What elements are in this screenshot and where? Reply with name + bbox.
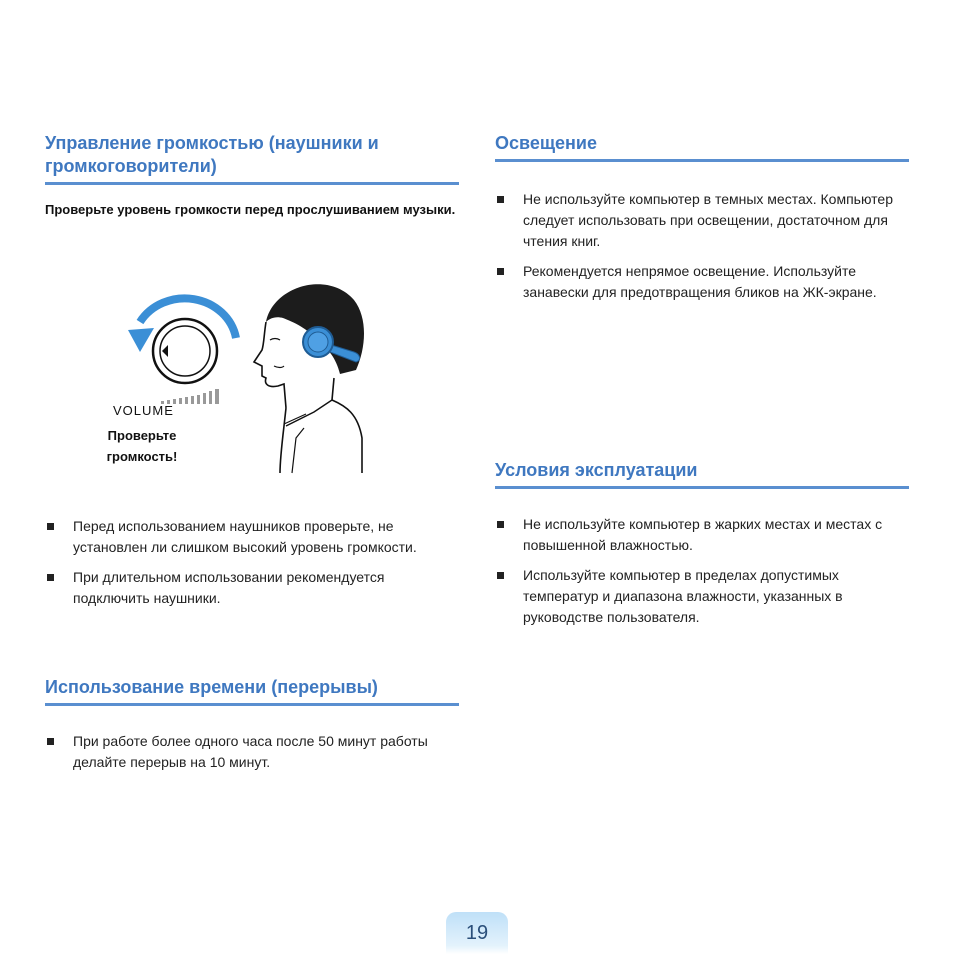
section-heading-conditions: Условия эксплуатации bbox=[495, 459, 909, 489]
volume-knob-icon bbox=[153, 319, 217, 383]
bullet-square-icon bbox=[47, 574, 54, 581]
list-item: При длительном использовании рекомендуется подключить наушники. bbox=[45, 567, 459, 609]
volume-label: VOLUME bbox=[113, 403, 174, 418]
lighting-bullets bbox=[495, 189, 909, 312]
bullet-square-icon bbox=[47, 523, 54, 530]
bullet-square-icon bbox=[497, 521, 504, 528]
list-item: Перед использованием наушников проверьте, не установлен ли слишком высокий уровень громкости. bbox=[45, 516, 459, 558]
bullet-square-icon bbox=[497, 268, 504, 275]
bullet-square-icon bbox=[497, 572, 504, 579]
section-lighting bbox=[495, 132, 909, 162]
breaks-bullets bbox=[45, 731, 459, 782]
section-heading-volume: Управление громкостью (наушники и громкоговорители) bbox=[45, 132, 459, 185]
illustration-caption: Проверьте громкость! bbox=[106, 428, 178, 464]
person-headphones-icon bbox=[254, 284, 364, 473]
volume-bars-icon bbox=[161, 389, 219, 404]
section-volume bbox=[45, 132, 459, 220]
volume-intro: Проверьте уровень громкости перед прослушиванием музыки. bbox=[45, 202, 456, 217]
section-breaks bbox=[45, 676, 459, 706]
bullet-square-icon bbox=[47, 738, 54, 745]
section-conditions bbox=[495, 459, 909, 489]
volume-bullets bbox=[45, 516, 459, 618]
list-item: Рекомендуется непрямое освещение. Используйте занавески для предотвращения бликов на ЖК-экране. bbox=[495, 261, 909, 303]
list-item: Используйте компьютер в пределах допустимых температур и диапазона влажности, указанных в руководстве пользователя. bbox=[495, 565, 909, 628]
list-item: Не используйте компьютер в темных местах. Компьютер следует использовать при освещении, достаточном для чтения книг. bbox=[495, 189, 909, 252]
list-item: При работе более одного часа после 50 минут работы делайте перерыв на 10 минут. bbox=[45, 731, 459, 773]
conditions-bullets bbox=[495, 514, 909, 637]
bullet-square-icon bbox=[497, 196, 504, 203]
section-heading-breaks: Использование времени (перерывы) bbox=[45, 676, 459, 706]
list-item: Не используйте компьютер в жарких местах и местах с повышенной влажностью. bbox=[495, 514, 909, 556]
section-heading-lighting: Освещение bbox=[495, 132, 909, 162]
page-number: 19 bbox=[446, 912, 508, 954]
